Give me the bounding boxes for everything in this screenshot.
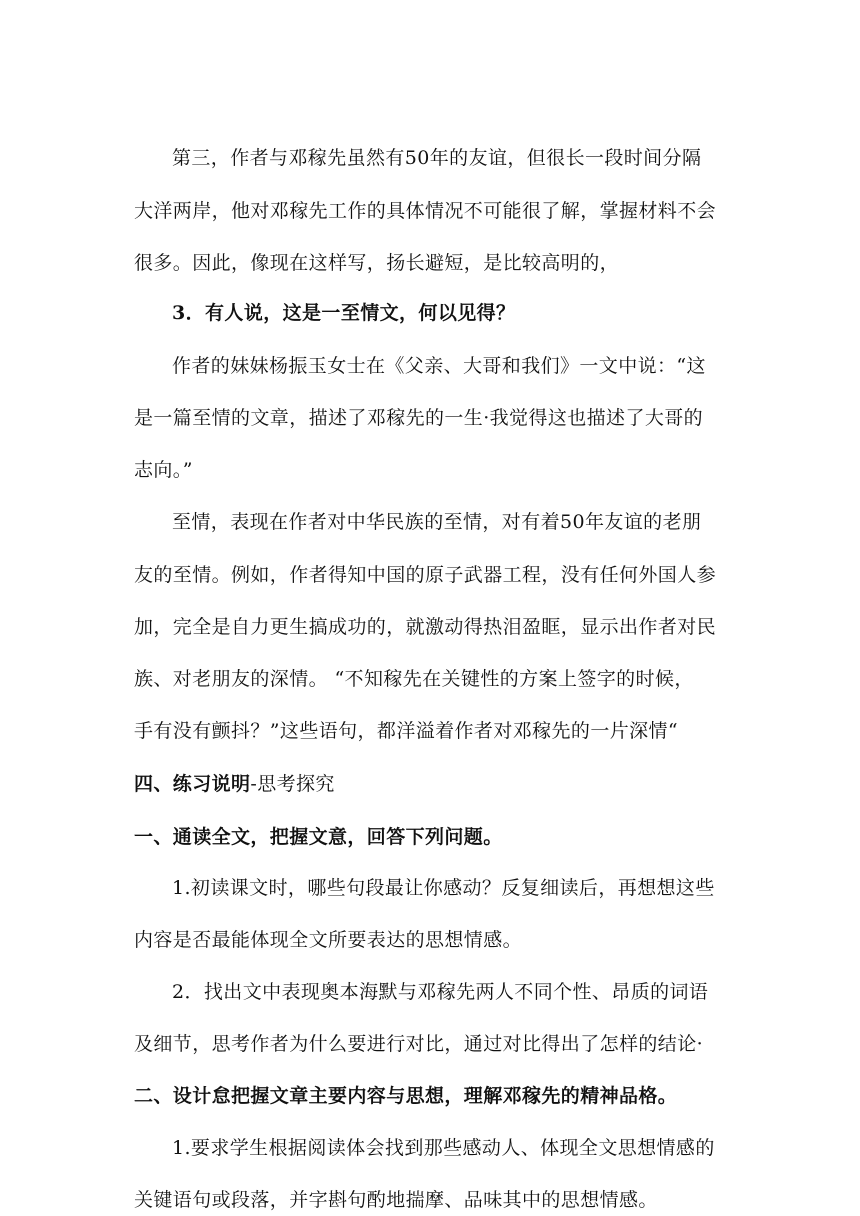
paragraph-line: 第三，作者与邓稼先虽然有50年的友谊，但很长一段时间分隔 [172,147,702,169]
paragraph-line: 是一篇至情的文章，描述了邓稼先的一生·我觉得这也描述了大哥的 [134,407,704,429]
paragraph-line: 大洋两岸，他对邓稼先工作的具体情况不可能很了解，掌握材料不会 [134,200,717,222]
section-heading-suffix: -思考探究 [250,773,335,795]
paragraph-line: 2．找出文中表现奥本海默与邓稼先两人不同个性、昂质的词语 [172,981,709,1003]
section-heading-bold: 四、练习说明 [134,773,251,795]
paragraph-line: 很多。因此，像现在这样写，扬长避短，是比较高明的， [134,252,620,274]
paragraph-line: 加，完全是自力更生搞成功的，就激动得热泪盈眶，显示出作者对民 [134,616,717,638]
paragraph-line: 至情，表现在作者对中华民族的至情，对有着50年友谊的老朋 [172,511,702,533]
paragraph-line: 1.初读课文时，哪些句段最让你感动？反复细读后，再想想这些 [172,877,715,899]
paragraph-line: 作者的妹妹杨振玉女士在《父亲、大哥和我们》一文中说：“这 [172,355,706,377]
paragraph-line: 及细节，思考作者为什么要进行对比，通过对比得出了怎样的结论· [134,1033,704,1055]
section-heading [134,772,335,796]
paragraph-line: 内容是否最能体现全文所要表达的思想情感。 [134,929,523,951]
paragraph-line: 1.要求学生根据阅读体会找到那些感动人、体现全文思想情感的 [172,1137,715,1159]
paragraph-line: 关键语句或段落，并字斟句酌地揣摩、品味其中的思想情感。 [134,1189,658,1211]
paragraph-line: 手有没有颤抖？”这些语句，都洋溢着作者对邓稼先的一片深情“ [134,720,679,742]
question-heading: 3．有人说，这是一至情文，何以见得？ [172,302,516,324]
subsection-heading: 二、设计怠把握文章主要内容与思想，理解邓稼先的精神品格。 [134,1085,678,1107]
subsection-heading: 一、通读全文，把握文意，回答下列问题。 [134,826,503,848]
paragraph-line: 友的至情。例如，作者得知中国的原子武器工程，没有任何外国人参 [134,564,717,586]
paragraph-line: 志向。” [134,459,193,481]
paragraph-line: 族、对老朋友的深情。 “不知稼先在关键性的方案上签字的时候， [134,668,694,690]
